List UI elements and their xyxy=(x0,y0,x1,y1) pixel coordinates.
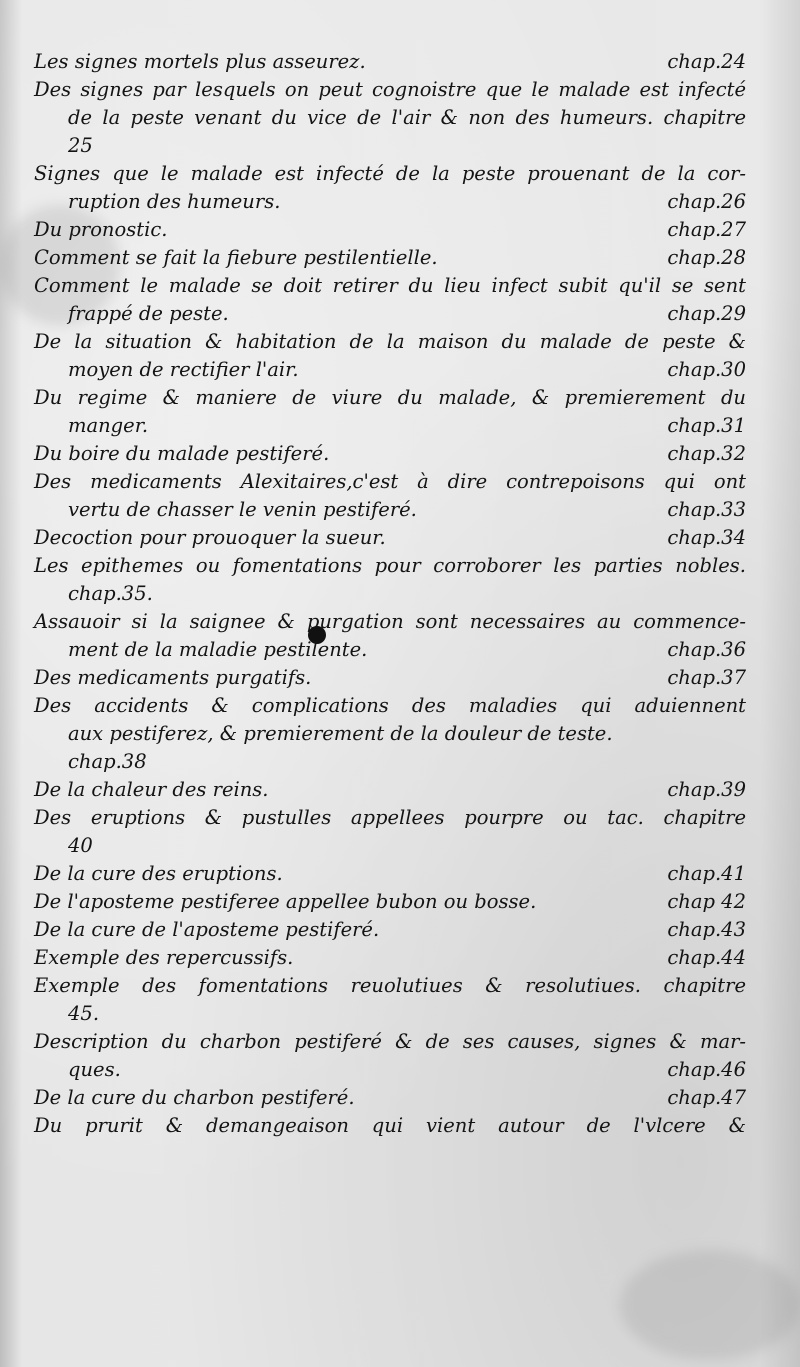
toc-entry xyxy=(34,272,746,328)
toc-entry xyxy=(34,76,746,160)
entry-title-cont: ment de la maladie pestilente. xyxy=(68,638,368,661)
chapter-ref: chap.46 xyxy=(667,1058,746,1081)
toc-entry xyxy=(34,888,746,916)
entry-title-cont: vertu de chasser le venin pestiferé. xyxy=(68,498,417,521)
chapter-ref: chap.41 xyxy=(667,862,746,885)
chapter-ref: 25 xyxy=(68,134,93,157)
chapter-ref: 40 xyxy=(68,834,93,857)
table-of-contents xyxy=(34,48,746,1140)
entry-title: Exemple des repercussifs. xyxy=(34,946,294,969)
entry-title: De la situation & habitation de la maison du malade de peste & xyxy=(34,330,746,353)
chapter-ref: chap.38 xyxy=(68,750,147,773)
entry-title: Signes que le malade est infecté de la peste prouenant de la cor- xyxy=(34,162,746,185)
toc-entry xyxy=(34,804,746,860)
entry-title: Description du charbon pestiferé & de ses causes, signes & mar- xyxy=(34,1030,746,1053)
toc-entry xyxy=(34,48,746,76)
toc-entry xyxy=(34,1028,746,1084)
chapter-ref: chap 42 xyxy=(667,890,746,913)
entry-title: Des eruptions & pustulles appellees pourpre ou tac. chapitre xyxy=(34,806,746,829)
toc-entry xyxy=(34,440,746,468)
toc-entry xyxy=(34,1084,746,1112)
chapter-ref: chap.29 xyxy=(667,302,746,325)
entry-title: Des accidents & complications des maladies qui aduiennent xyxy=(34,694,746,717)
entry-title: Du prurit & demangeaison qui vient autour de l'vlcere & xyxy=(34,1114,746,1137)
toc-entry xyxy=(34,972,746,1028)
entry-title: Les signes mortels plus asseurez. xyxy=(34,50,366,73)
chapter-ref: chap.36 xyxy=(667,638,746,661)
chapter-ref: chap.35. xyxy=(68,582,153,605)
entry-title: Assauoir si la saignee & purgation sont necessaires au commence- xyxy=(34,610,746,633)
entry-title-cont: ques. xyxy=(68,1058,121,1081)
toc-entry xyxy=(34,664,746,692)
chapter-ref: chap.44 xyxy=(667,946,746,969)
paper-stain xyxy=(620,1250,800,1360)
entry-title: Decoction pour prouoquer la sueur. xyxy=(34,526,386,549)
entry-title-cont: manger. xyxy=(68,414,149,437)
toc-entry xyxy=(34,552,746,608)
toc-entry xyxy=(34,692,746,776)
entry-title: Du pronostic. xyxy=(34,218,168,241)
entry-title: Exemple des fomentations reuolutiues & resolutiues. chapitre xyxy=(34,974,746,997)
chapter-ref: chap.34 xyxy=(667,526,746,549)
entry-title: Du boire du malade pestiferé. xyxy=(34,442,330,465)
chapter-ref: chap.47 xyxy=(667,1086,746,1109)
entry-title-cont: ruption des humeurs. xyxy=(68,190,281,213)
toc-entry xyxy=(34,468,746,524)
entry-title: De la cure du charbon pestiferé. xyxy=(34,1086,355,1109)
entry-title: De l'aposteme pestiferee appellee bubon ou bosse. xyxy=(34,890,537,913)
entry-title: De la cure des eruptions. xyxy=(34,862,283,885)
toc-entry xyxy=(34,860,746,888)
toc-entry xyxy=(34,1112,746,1140)
entry-title: De la cure de l'aposteme pestiferé. xyxy=(34,918,380,941)
entry-title: Les epithemes ou fomentations pour corroborer les parties nobles. xyxy=(34,554,746,577)
entry-title: Comment se fait la fiebure pestilentielle. xyxy=(34,246,438,269)
toc-entry xyxy=(34,216,746,244)
chapter-ref: 45. xyxy=(68,1002,100,1025)
chapter-ref: chap.26 xyxy=(667,190,746,213)
chapter-ref: chap.37 xyxy=(667,666,746,689)
entry-title: De la chaleur des reins. xyxy=(34,778,269,801)
chapter-ref: chap.31 xyxy=(667,414,746,437)
toc-entry xyxy=(34,328,746,384)
entry-title-cont: aux pestiferez, & premierement de la douleur de teste. xyxy=(68,722,613,745)
entry-title: Des medicaments Alexitaires,c'est à dire contrepoisons qui ont xyxy=(34,470,746,493)
toc-entry xyxy=(34,244,746,272)
entry-title: Du regime & maniere de viure du malade, & premierement du xyxy=(34,386,746,409)
toc-entry xyxy=(34,608,746,664)
entry-title: Comment le malade se doit retirer du lieu infect subit qu'il se sent xyxy=(34,274,746,297)
toc-entry xyxy=(34,916,746,944)
chapter-ref: chap.39 xyxy=(667,778,746,801)
chapter-ref: chap.32 xyxy=(667,442,746,465)
entry-title-cont: moyen de rectifier l'air. xyxy=(68,358,299,381)
entry-title: Des medicaments purgatifs. xyxy=(34,666,312,689)
chapter-ref: chap.27 xyxy=(667,218,746,241)
toc-entry xyxy=(34,524,746,552)
chapter-ref: chap.24 xyxy=(667,50,746,73)
toc-entry xyxy=(34,776,746,804)
entry-title-cont: de la peste venant du vice de l'air & non des humeurs. chapitre xyxy=(68,106,746,129)
chapter-ref: chap.43 xyxy=(667,918,746,941)
chapter-ref: chap.30 xyxy=(667,358,746,381)
toc-entry xyxy=(34,944,746,972)
chapter-ref: chap.33 xyxy=(667,498,746,521)
entry-title-cont: frappé de peste. xyxy=(68,302,229,325)
toc-entry xyxy=(34,160,746,216)
entry-title: Des signes par lesquels on peut cognoistre que le malade est infecté xyxy=(34,78,746,101)
chapter-ref: chap.28 xyxy=(667,246,746,269)
toc-entry xyxy=(34,384,746,440)
